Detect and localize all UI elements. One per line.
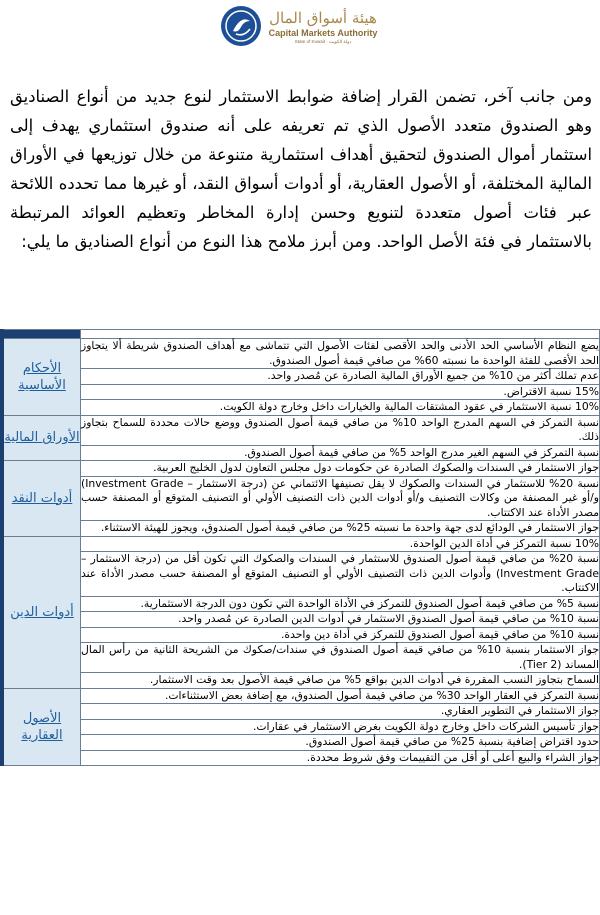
logo: [212, 0, 388, 52]
table-header-cell: [2, 330, 81, 339]
table-header-row: [81, 330, 600, 339]
table-cell: نسبة 20% من صافي قيمة أصول الصندوق للاستثمار في السندات والصكوك التي تكون أقل من (درجة الاستثمار – Investment Grade) وأدوات الدين ذات التصنيف الأولي أو التصنيف المتوقع أو المصنفة حسب مصدر الأداة عند الاكتتاب.: [81, 552, 599, 594]
table-cell: نسبة 10% من صافي قيمة أصول الصندوق للتمركز في أداة دين واحدة.: [81, 627, 600, 643]
intro-paragraph: ومن جانب آخر، تضمن القرار إضافة ضوابط الاستثمار لنوع جديد من أنواع الصناديق وهو الصندوق متعدد الأصول الذي تم تعريفه على أنه صندوق استثماري يهدف إلى استثمار أموال الصندوق لتحقيق أهداف استثمارية متنوعة من خلال توزيعها في الأوراق المالية المختلفة، أو الأصول العقارية، أو أدوات أسواق النقد، أو غيرها مما تحدده اللائحة عبر فئات أصول متعددة لتنويع وحسن إدارة المخاطر وتعظيم العوائد المرتبطة بالاستثمار في فئة الأصل الواحد. ومن أبرز ملامح هذا النوع من أنواع الصناديق ما يلي:: [10, 87, 592, 251]
table-cell: نسبة 10% من صافي قيمة أصول الصندوق الاستثمار في أدوات الدين الصادرة عن مُصدر واحد.: [81, 612, 600, 628]
table-cell: السماح بتجاوز النسب المقررة في أدوات الدين بواقع 5% من صافي قيمة الأصول بعد وقت الاستثمار.: [81, 673, 600, 689]
category-label: أدوات النقد: [11, 490, 73, 506]
table-cell: نسبة التمركز في السهم المدرج الواحد 10% من صافي قيمة أصول الصندوق ووضع حالات محددة للسماح بتجاوز ذلك.: [81, 415, 599, 443]
table-cell: جواز تأسيس الشركات داخل وخارج دولة الكويت بغرض الاستثمار في عقارات.: [81, 719, 600, 735]
rules-table: [0, 329, 600, 766]
category-label: أدوات الدين: [10, 604, 74, 620]
table-cell: جواز الاستثمار في التطوير العقاري.: [81, 704, 600, 720]
table-cell: 15% نسبة الاقتراض.: [81, 384, 600, 400]
category-cell: [2, 536, 81, 688]
logo-arabic-name: هيئة أسواق المال: [269, 8, 377, 27]
table-cell: يضع النظام الأساسي الحد الأدنى والحد الأقصى لفئات الأصول التي تتماشى مع أهداف الصندوق شريطة ألا يتجاوز الحد الأقصى للفئة الواحدة ما نسبته 60% من صافي قيمة أصول الصندوق.: [81, 339, 599, 367]
category-cell: [2, 688, 81, 766]
table-cell: 10% نسبة التمركز في أداة الدين الواحدة.: [81, 536, 600, 552]
table-cell: عدم تملك أكثر من 10% من جميع الأوراق المالية الصادرة عن مُصدر واحد.: [81, 369, 600, 385]
logo-subtitle: State of Kuwait · دولة الكويت: [294, 38, 352, 44]
category-label: الأحكام الأساسية: [18, 360, 66, 393]
cma-emblem-icon: [221, 6, 261, 46]
table-cell: نسبة التمركز في السهم الغير مدرج الواحد 5% من صافي قيمة أصول الصندوق.: [81, 445, 600, 461]
category-label: الأوراق المالية: [4, 430, 80, 446]
table-cell: نسبة التمركز في العقار الواحد 30% من صافي قيمة أصول الصندوق، مع إضافة بعض الاستثناءات.: [81, 688, 600, 704]
category-cell: [2, 339, 81, 416]
logo-english-name: Capital Markets Authority: [268, 27, 378, 38]
table-cell: حدود اقتراض إضافية بنسبة 25% من صافي قيمة أصول الصندوق.: [81, 735, 600, 751]
category-cell: [2, 415, 81, 461]
table-cell: 10% نسبة الاستثمار في عقود المشتقات المالية والخيارات داخل وخارج دولة الكويت.: [81, 400, 600, 416]
category-label: الأصول العقارية: [21, 710, 63, 743]
table-cell: نسبة 20% للاستثمار في السندات والصكوك لا يقل تصنيفها الائتماني عن (درجة الاستثمار – Investment Grade) و/أو غير المصنفة من وكالات التصنيف و/أو أدوات الدين ذات التصنيف الأولي أو التصنيف المتوقع أو المصنفة حسب مصدر الأداة عند الاكتتاب.: [81, 476, 599, 519]
category-cell: [2, 461, 81, 537]
table-cell: نسبة 5% من صافي قيمة أصول الصندوق للتمركز في الأداة الواحدة التي تكون دون الدرجة الاستثمارية.: [81, 596, 600, 612]
table-cell: جواز الاستثمار في الودائع لدى جهة واحدة ما نسبته 25% من صافي قيمة أصول الصندوق، ويجوز للهيئة الاستثناء.: [81, 521, 600, 537]
table-cell: جواز الشراء والبيع أعلى أو أقل من التقييمات وفق شروط محددة.: [81, 750, 600, 766]
table-cell: جواز الاستثمار بنسبة 10% من صافي قيمة أصول الصندوق في سندات/صكوك من الشريحة الثانية من رأس المال المساند (Tier 2).: [81, 643, 599, 671]
table-cell: جواز الاستثمار في السندات والصكوك الصادرة عن حكومات دول مجلس التعاون لدول الخليج العربية.: [81, 461, 600, 477]
